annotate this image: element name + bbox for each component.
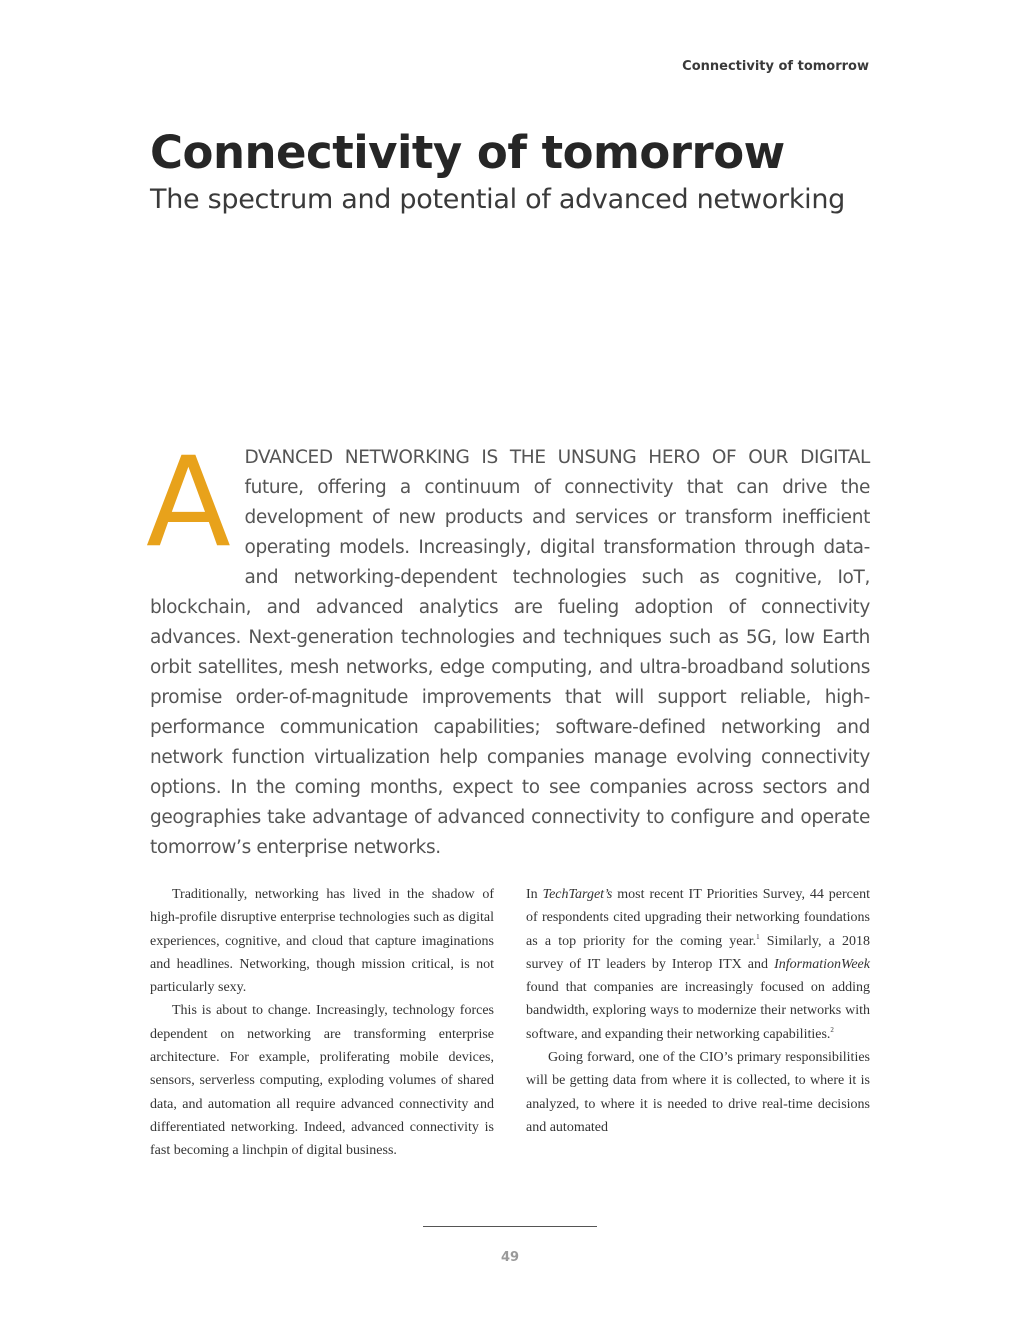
text-run: Similarly, a 2018 survey of IT leaders by Interop ITX and bbox=[526, 933, 870, 972]
body-paragraph: Going forward, one of the CIO’s primary responsibilities will be getting data from where it is collected, to where it is analyzed, to where it is needed to drive real-time decisions and automated bbox=[526, 1050, 870, 1135]
publication-name: TechTarget’s bbox=[542, 887, 613, 902]
footnote-ref[interactable]: 1 bbox=[756, 932, 760, 941]
body-paragraph bbox=[526, 883, 870, 1046]
intro-text: DVANCED NETWORKING IS THE UNSUNG HERO OF OUR DIGITAL future, offering a continuum of connectivity that can drive the development of new products and services or transform inefficient operating models. Increasingly, digital transformation through data- and networking-dependent technologies such as cognitive, IoT, blockchain, and advanced analytics are fueling adoption of connectivity advances. Next-generation technologies and techniques such as 5G, low Earth orbit satellites, mesh networks, edge computing, and ultra-broadband solutions promise order-of-magnitude improvements that will support reliable, high-performance communication capabilities; software-defined networking and network function virtualization help companies manage evolving connectivity options. In the coming months, expect to see companies across sectors and geographies take advantage of advanced connectivity to configure and operate tomorrow’s enterprise networks. bbox=[150, 447, 870, 858]
intro-paragraph bbox=[146, 431, 870, 863]
right-column bbox=[526, 883, 870, 1188]
body-paragraph: Traditionally, networking has lived in the shadow of high-profile disruptive enterprise technologies such as digital experiences, cognitive, and cloud that capture imaginations and headlines. Networking, though mission critical, is not particularly sexy. bbox=[150, 887, 494, 996]
text-run: In bbox=[526, 887, 543, 902]
publication-name: InformationWeek bbox=[774, 956, 870, 972]
footnote-ref[interactable]: 2 bbox=[830, 1025, 834, 1034]
page-number: 49 bbox=[500, 1250, 520, 1265]
running-header: Connectivity of tomorrow bbox=[682, 59, 869, 74]
body-columns bbox=[150, 883, 870, 1188]
page-title: Connectivity of tomorrow bbox=[150, 126, 785, 179]
footer-divider bbox=[423, 1226, 597, 1227]
text-run: found that companies are increasingly focused on adding bandwidth, exploring ways to modernize their networks with software, and expanding their networking capabilities. bbox=[526, 980, 870, 1042]
left-column bbox=[150, 883, 494, 1188]
text-run: most recent IT Priorities Survey, 44 percent of respondents cited upgrading their networking foundations as a top priority for the coming year. bbox=[526, 887, 870, 949]
body-paragraph: This is about to change. Increasingly, technology forces dependent on networking are transforming enterprise architecture. For example, proliferating mobile devices, sensors, serverless computing, exploding volumes of shared data, and automation all require advanced connectivity and differentiated networking. Indeed, advanced connectivity is fast becoming a linchpin of digital business. bbox=[150, 1003, 494, 1159]
page-subtitle: The spectrum and potential of advanced networking bbox=[150, 184, 846, 215]
drop-cap: A bbox=[146, 431, 231, 575]
